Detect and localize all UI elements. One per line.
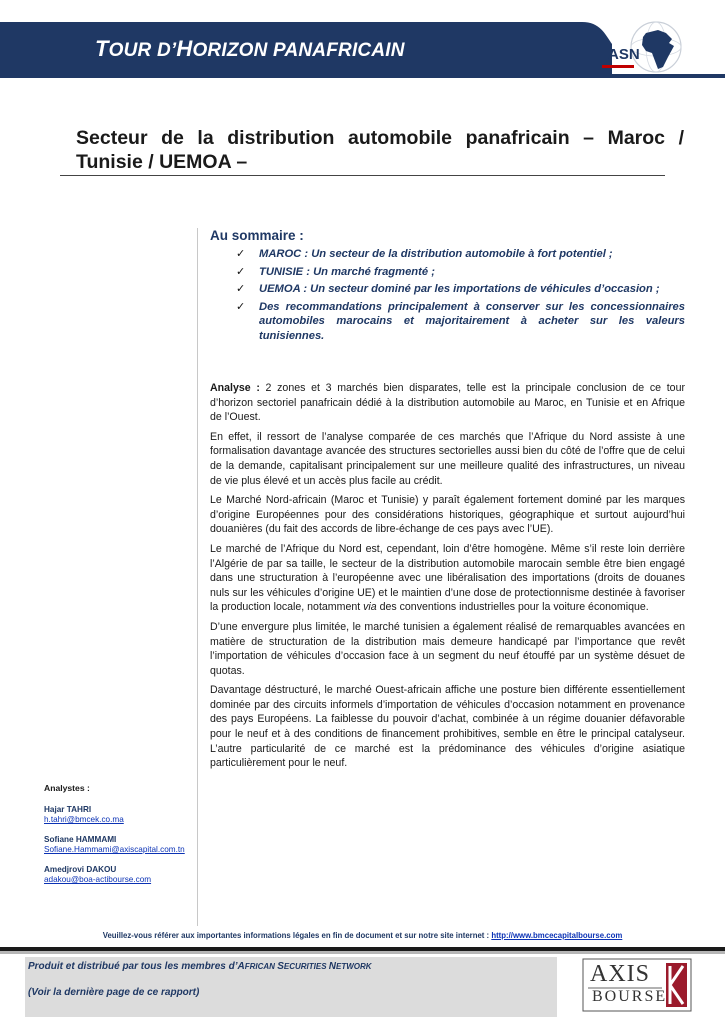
footer-distribution-note: [28, 961, 372, 972]
analysts-block: [44, 783, 194, 895]
analysis-paragraph: [210, 381, 685, 425]
summary-item-text: Des recommandations principalement à conserver sur les concessionnaires automobiles marocains et majoritairement à acheter sur les valeurs tunisiennes.: [259, 300, 685, 342]
body-paragraph: En effet, il ressort de l’analyse comparée de ces marchés que l’Afrique du Nord assiste à une formalisation davantage avancée des structures sectorielles aussi bien du côté de l’offre que de celui de la demande, capitalisant principalement sur une meilleure qualité des infrastructures, un niveau de vie plus élevé et un accès plus facile au crédit.: [210, 430, 685, 487]
summary-item-text: MAROC : Un secteur de la distribution automobile à fort potentiel ;: [259, 248, 613, 260]
body-text-part: Le marché de l’Afrique du Nord est, cependant, loin d’être homogène. Même s’il reste loin derrière l’Algérie de par sa taille, le secteur de la distribution automobile marocain semble être bien engagé dans une structuration à l’européenne avec une libéralisation des importations (droits de douanes nuls sur les véhicules d’origine UE) et le maintien d’une dose de protectionnisme destinée à favoriser la production locale, notamment: [210, 542, 685, 614]
analysts-heading: Analystes :: [44, 783, 90, 793]
header-title: [95, 36, 405, 62]
body-text-part: des conventions industrielles pour la voiture économique.: [376, 601, 649, 614]
footer-text: Produit et distribué par tous les membres d’: [28, 961, 238, 972]
summary-item-text: UEMOA : Un secteur dominé par les importations de véhicules d’occasion ;: [259, 283, 660, 296]
footer-text-smallcaps: FRICAN: [244, 962, 278, 971]
checkmark-icon: ✓: [236, 248, 246, 260]
analyst-name: Sofiane HAMMAMI: [44, 835, 117, 844]
analysis-text: 2 zones et 3 marchés bien disparates, telle est la principale conclusion de ce tour d’horizon sectoriel panafricain dédié à la distribution automobile au Maroc, en Tunisie et en Afrique de l’Ouest.: [210, 382, 685, 424]
checkmark-icon: ✓: [236, 283, 246, 296]
website-link[interactable]: http://www.bmcecapitalbourse.com: [491, 931, 623, 940]
analysis-body: [210, 381, 685, 776]
disclaimer-text: Veuillez-vous référer aux importantes informations légales en fin de document et sur notre site internet :: [102, 931, 492, 940]
header-title-part2: ORIZON PANAFRICAIN: [192, 40, 405, 61]
legal-disclaimer: [0, 931, 725, 940]
body-paragraph: Davantage déstructuré, le marché Ouest-africain affiche une posture bien différente essentiellement dominée par des circuits informels d’importation de véhicules d’occasion notamment en provenance des pays Européens. La faiblesse du pouvoir d’achat, combinée à un régime douanier défavorable pour le neuf et à des conditions de financement prohibitives, semble en être le principal catalyseur. L’autre particularité de ce marché est la prédominance des véhicules d’origine asiatique particulièrement pour le neuf.: [210, 684, 685, 770]
summary-item-text: TUNISIE : Un marché fragmenté ;: [259, 265, 435, 278]
summary-list: [236, 247, 685, 347]
logo-axis-text: AXIS: [590, 961, 651, 987]
summary-item: [236, 282, 685, 297]
header-title-initial: T: [95, 36, 109, 61]
analyst-name: Hajar TAHRI: [44, 805, 92, 814]
body-text-italic: via: [363, 601, 377, 614]
column-divider: [197, 228, 198, 926]
checkmark-icon: ✓: [236, 300, 246, 313]
summary-heading: Au sommaire :: [210, 228, 304, 243]
asn-logo-text: ASN: [608, 46, 640, 63]
footer-text-cap: S: [277, 961, 284, 972]
body-paragraph: D’une envergure plus limitée, le marché tunisien a également réalisé de remarquables avancées en matière de structuration de la distribution mais demeure handicapé par l’importance que revêt l’importation de véhicules d’occasion face à un segment du neuf étouffé par un système désuet de quotas.: [210, 620, 685, 677]
logo-bourse-text: BOURSE: [592, 988, 668, 1005]
title-underline: [60, 175, 665, 176]
document-title: Secteur de la distribution automobile panafricain – Maroc / Tunisie / UEMOA –: [76, 127, 684, 173]
analyst-name: Amedjrovi DAKOU: [44, 865, 117, 874]
checkmark-icon: ✓: [236, 265, 246, 278]
footer-text-smallcaps: ECURITIES: [283, 962, 329, 971]
analysis-label: Analyse :: [210, 382, 260, 394]
analyst-email-link[interactable]: Sofiane.Hammami@axiscapital.com.tn: [44, 845, 185, 854]
analyst-email-link[interactable]: h.tahri@bmcek.co.ma: [44, 815, 124, 824]
header-title-part: OUR D’: [108, 40, 177, 61]
analyst-email-link[interactable]: adakou@boa-actibourse.com: [44, 875, 152, 884]
body-paragraph: [210, 542, 685, 615]
footer-see-last-page: (Voir la dernière page de ce rapport): [28, 987, 200, 998]
footer-text-cap: A: [237, 961, 245, 972]
footer-divider-shadow: [0, 951, 725, 954]
summary-item: [236, 265, 685, 280]
summary-item: [236, 300, 685, 344]
body-paragraph: Le Marché Nord-africain (Maroc et Tunisie) y paraît également fortement dominé par les marques d’origine Européennes pour des considérations historiques, géographique et surtout aujourd’hui douanières (du fait des accords de libre-échange de ces pays avec l’UE).: [210, 494, 685, 536]
asn-logo: [598, 19, 694, 79]
summary-item: [236, 247, 685, 262]
footer-text-cap: N: [328, 961, 336, 972]
header-title-initial-h: H: [176, 36, 193, 61]
axis-bourse-logo: [582, 958, 692, 1013]
footer-text-smallcaps: ETWORK: [336, 962, 372, 971]
